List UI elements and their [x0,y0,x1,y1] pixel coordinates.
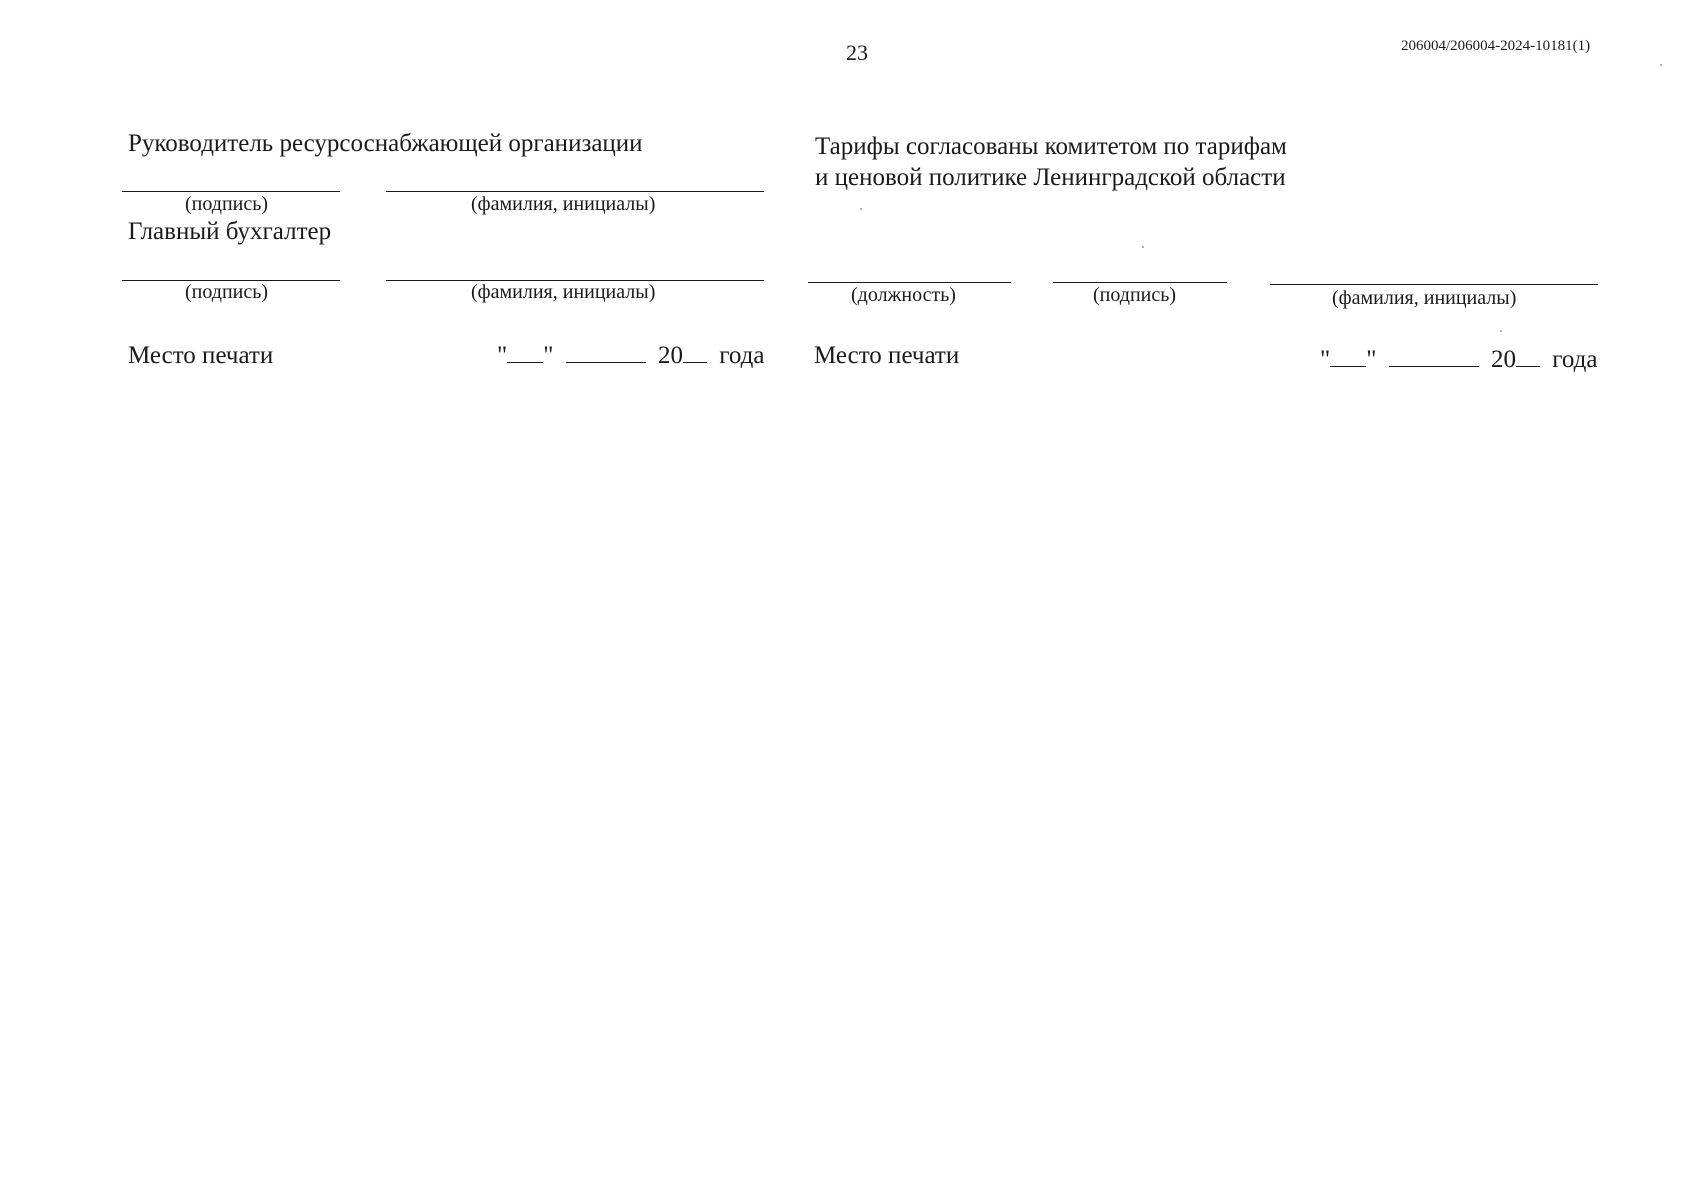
signature-line [1053,282,1227,283]
scan-speck [860,208,862,210]
accountant-title: Главный бухгалтер [128,218,332,245]
page-number: 23 [846,40,868,65]
right-date-open-quote: " [1320,346,1331,373]
left-date-field [497,342,764,370]
scan-speck [1660,64,1662,66]
head-name-line [386,191,764,192]
left-date-close-quote: " [543,342,554,369]
approval-line-2: и ценовой политике Ленинградской области [815,164,1286,191]
left-stamp-label: Место печати [128,342,274,369]
left-date-year-prefix: 20 [657,342,683,369]
right-date-year-prefix: 20 [1490,346,1516,373]
right-date-year-line [1516,365,1540,367]
right-date-day-line [1330,365,1366,367]
signature-caption: (подпись) [1093,284,1177,306]
accountant-name-caption: (фамилия, инициалы) [471,281,656,303]
right-date-month-line [1389,365,1479,367]
head-signature-caption: (подпись) [185,193,269,215]
head-signature-line [122,191,340,192]
position-line [808,282,1011,283]
name-caption: (фамилия, инициалы) [1332,287,1517,309]
right-stamp-label: Место печати [814,342,960,369]
right-date-close-quote: " [1366,346,1377,373]
scan-speck [1142,246,1144,248]
right-date-field [1320,346,1597,374]
left-date-month-line [566,361,646,363]
accountant-signature-caption: (подпись) [185,281,269,303]
left-date-suffix: года [719,342,765,369]
right-date-suffix: года [1552,346,1598,373]
position-caption: (должность) [851,284,956,306]
left-date-open-quote: " [497,342,508,369]
head-name-caption: (фамилия, инициалы) [471,193,656,215]
left-date-year-line [683,361,707,363]
name-line [1270,284,1598,285]
left-date-day-line [507,361,543,363]
document-id: 206004/206004-2024-10181(1) [1401,38,1591,54]
head-title: Руководитель ресурсоснабжающей организации [128,130,643,157]
scan-speck [1500,330,1502,332]
approval-line-1: Тарифы согласованы комитетом по тарифам [815,133,1287,160]
